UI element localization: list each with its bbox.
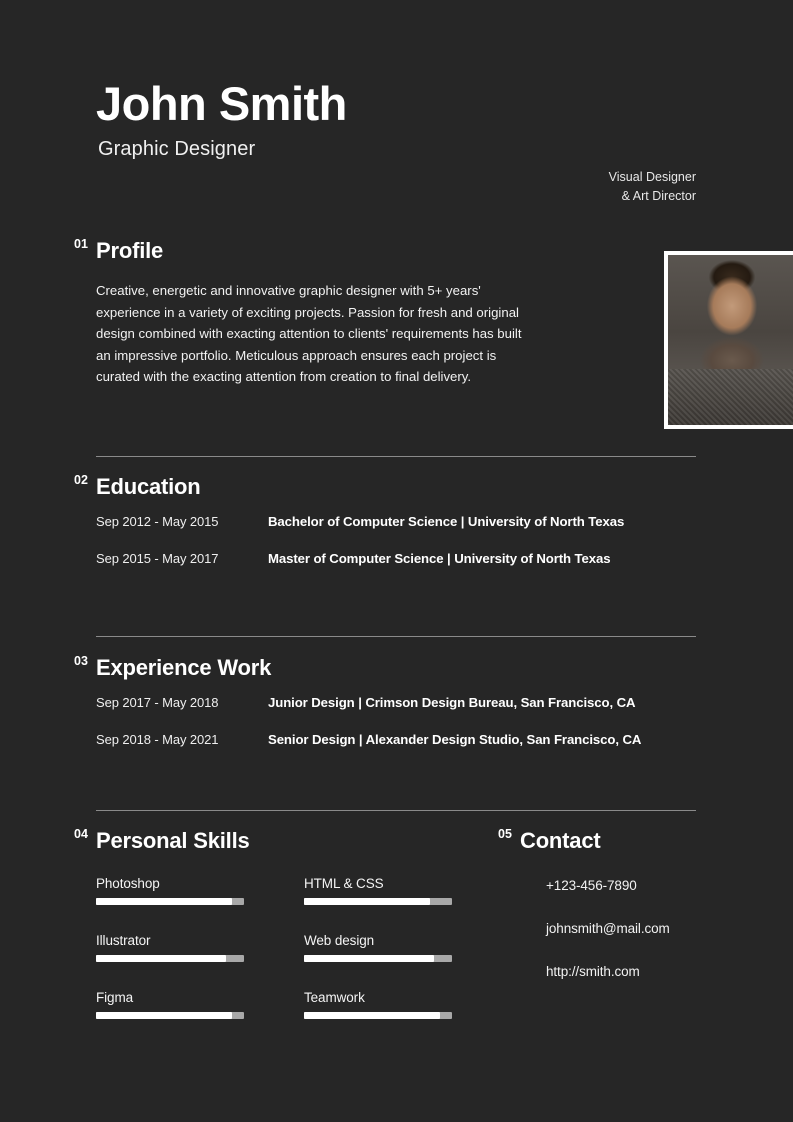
education-rows: [74, 514, 696, 566]
contact-email[interactable]: johnsmith@mail.com: [546, 921, 670, 936]
skill-label: Teamwork: [304, 990, 365, 1005]
education-number: 02: [74, 473, 88, 487]
section-contact: [498, 828, 718, 1007]
job-title: Graphic Designer: [98, 137, 256, 160]
skill-bar-fill: [96, 898, 232, 905]
education-desc: Master of Computer Science | University of North Texas: [268, 551, 611, 566]
contact-website[interactable]: http://smith.com: [546, 964, 640, 979]
tagline-line-2: & Art Director: [621, 188, 696, 203]
experience-desc: Junior Design | Crimson Design Bureau, San Francisco, CA: [268, 695, 636, 710]
skills-columns: [96, 876, 494, 1047]
divider-1: [96, 456, 696, 457]
tagline-line-1: Visual Designer: [608, 170, 696, 184]
list-item: [96, 695, 696, 710]
skills-title: Personal Skills: [96, 828, 250, 853]
experience-title: Experience Work: [96, 655, 272, 680]
experience-number: 03: [74, 654, 88, 668]
skills-column-right: [304, 876, 454, 1047]
skills-column-left: [96, 876, 246, 1047]
skills-number: 04: [74, 827, 88, 841]
section-skills: [74, 828, 494, 1047]
skill-bar-track: [96, 1012, 244, 1019]
contact-list: [546, 878, 718, 979]
portrait-photo: [668, 255, 793, 425]
profile-body: Creative, energetic and innovative graphic designer with 5+ years' experience in a variety of exciting projects. Passion for fresh and original design combined with exacting attention to clients' requirements has built an impressive portfolio. Meticulous approach ensures each project is curated with the exacting attention from creation to final delivery.: [96, 283, 522, 385]
skill-bar-fill: [304, 955, 434, 962]
experience-rows: [74, 695, 696, 747]
education-desc: Bachelor of Computer Science | University of North Texas: [268, 514, 625, 529]
skill-bar-fill: [304, 898, 430, 905]
header-tagline: [496, 168, 696, 206]
skill-bar-fill: [304, 1012, 440, 1019]
skill-bar-fill: [96, 1012, 232, 1019]
resume-content: [74, 0, 696, 1122]
skill-bar-track: [304, 1012, 452, 1019]
experience-date: Sep 2018 - May 2021: [96, 732, 219, 747]
contact-number: 05: [498, 827, 512, 841]
contact-title: Contact: [520, 828, 601, 853]
profile-heading: [74, 238, 696, 264]
skill-label: Web design: [304, 933, 375, 948]
skill-item: [96, 876, 246, 905]
avatar: [664, 251, 793, 429]
skill-label: Figma: [96, 990, 134, 1005]
contact-phone[interactable]: +123-456-7890: [546, 878, 637, 893]
divider-2: [96, 636, 696, 637]
list-item: [96, 732, 696, 747]
experience-heading: [74, 655, 696, 681]
skill-item: [96, 990, 246, 1019]
skill-bar-track: [96, 955, 244, 962]
education-date: Sep 2012 - May 2015: [96, 514, 219, 529]
education-title: Education: [96, 474, 201, 499]
section-experience: [74, 655, 696, 769]
experience-desc: Senior Design | Alexander Design Studio, San Francisco, CA: [268, 732, 642, 747]
page-title: John Smith: [96, 77, 347, 130]
list-item: [96, 551, 696, 566]
section-profile: [74, 238, 696, 388]
skill-item: [304, 990, 454, 1019]
skill-item: [96, 933, 246, 962]
skill-label: Photoshop: [96, 876, 160, 891]
education-date: Sep 2015 - May 2017: [96, 551, 219, 566]
section-education: [74, 474, 696, 588]
skill-item: [304, 933, 454, 962]
skill-bar-track: [304, 898, 452, 905]
profile-number: 01: [74, 237, 88, 251]
divider-3: [96, 810, 696, 811]
header: [96, 77, 696, 203]
skill-bar-track: [96, 898, 244, 905]
list-item: [96, 514, 696, 529]
skill-bar-fill: [96, 955, 226, 962]
profile-title: Profile: [96, 238, 164, 263]
education-heading: [74, 474, 696, 500]
skill-item: [304, 876, 454, 905]
skill-label: Illustrator: [96, 933, 151, 948]
skill-bar-track: [304, 955, 452, 962]
skills-heading: [74, 828, 494, 854]
contact-heading: [498, 828, 718, 854]
experience-date: Sep 2017 - May 2018: [96, 695, 219, 710]
skill-label: HTML & CSS: [304, 876, 384, 891]
